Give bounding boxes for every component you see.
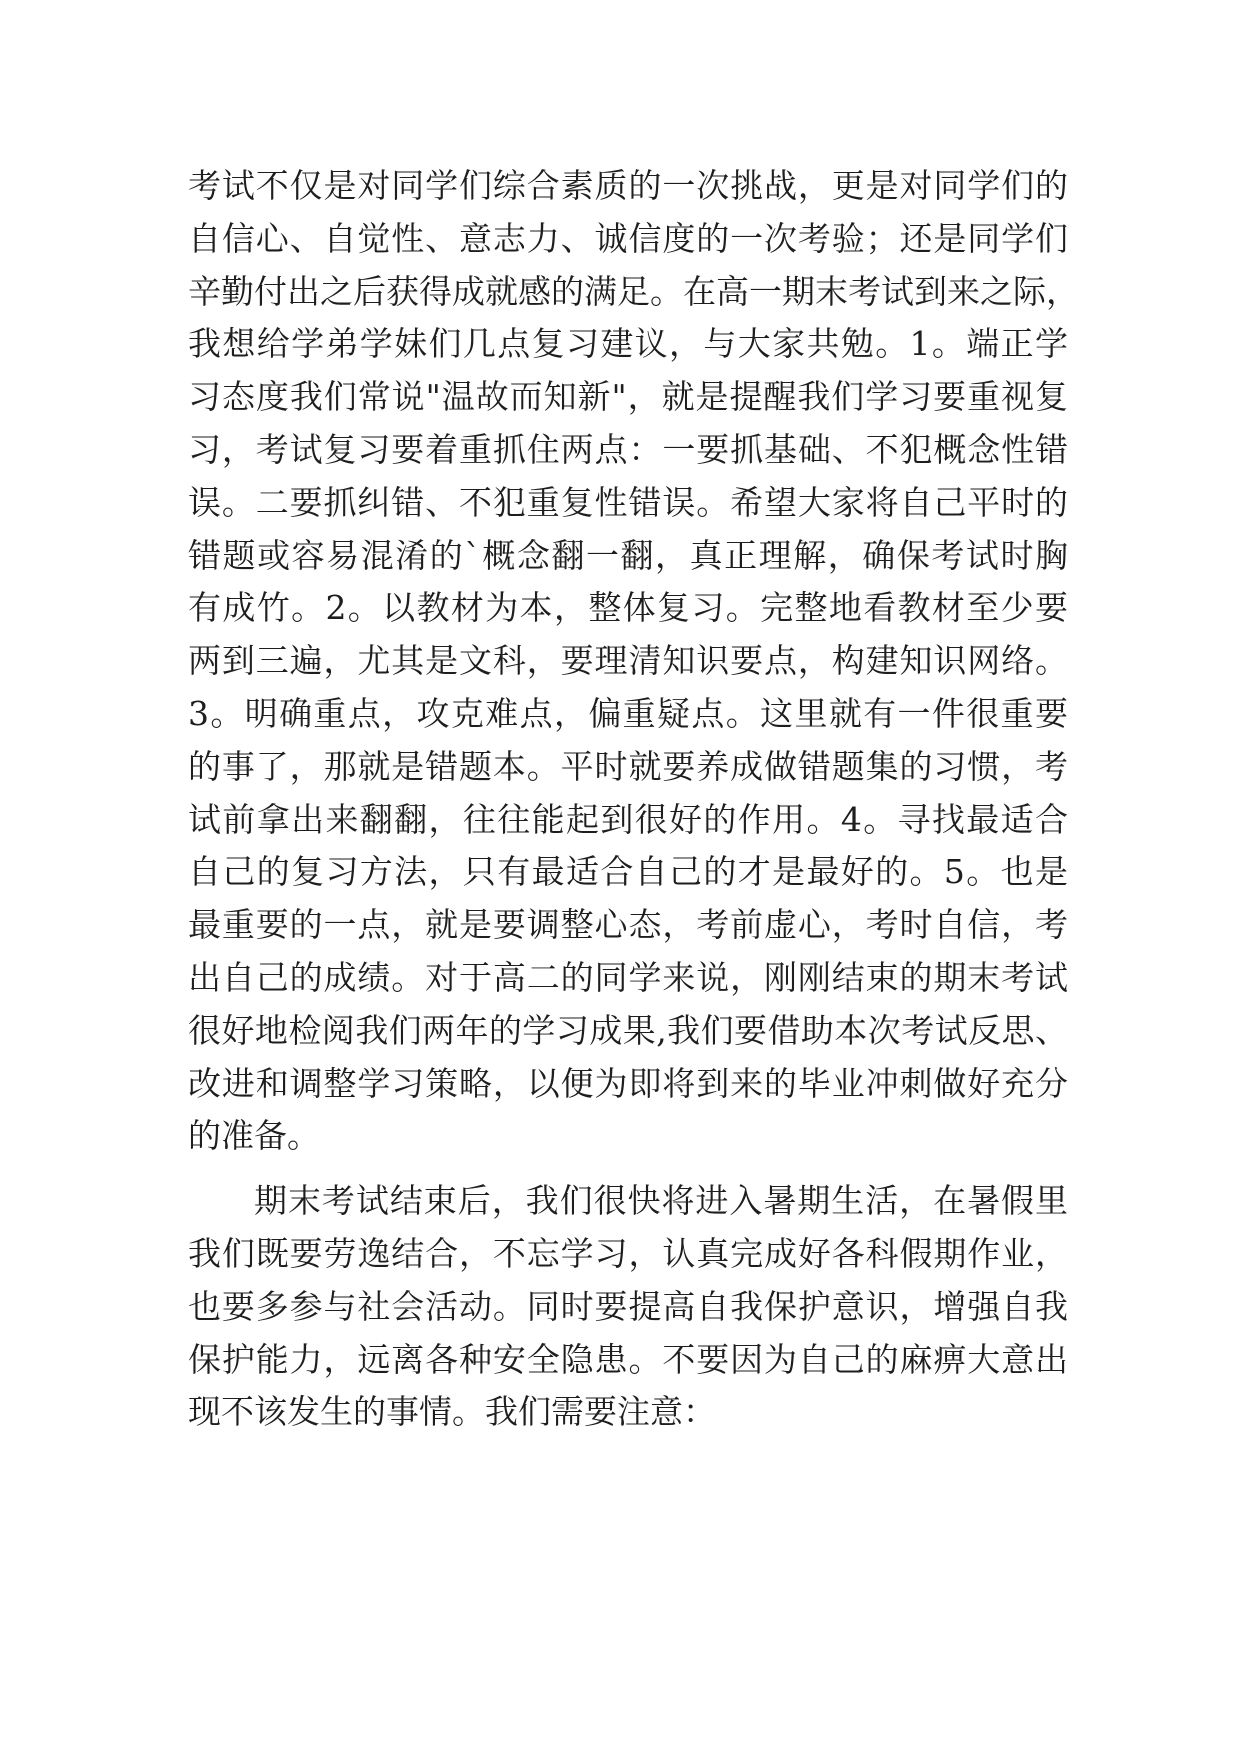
text-line: 误。二要抓纠错、不犯重复性错误。希望大家将自己平时的 [188,482,1068,522]
text-line: 我们既要劳逸结合，不忘学习，认真完成好各科假期作业， [188,1233,1068,1273]
text-line: 有成竹。2。以教材为本，整体复习。完整地看教材至少要 [188,588,1068,628]
text-line: 保护能力，远离各种安全隐患。不要因为自己的麻痹大意出 [188,1339,1068,1379]
text-line: 很好地检阅我们两年的学习成果,我们要借助本次考试反思、 [188,1010,1068,1050]
text-line: 错题或容易混淆的`概念翻一翻，真正理解，确保考试时胸 [188,535,1068,575]
text-line: 自信心、自觉性、意志力、诚信度的一次考验；还是同学们 [188,218,1068,258]
text-line: 出自己的成绩。对于高二的同学来说，刚刚结束的期末考试 [188,957,1068,997]
text-line: 两到三遍，尤其是文科，要理清知识要点，构建知识网络。 [188,641,1068,681]
text-line: 现不该发生的事情。我们需要注意： [188,1392,716,1432]
paragraph-gap [188,1163,1068,1175]
text-line: 习态度我们常说"温故而知新"，就是提醒我们学习要重视复 [188,377,1068,417]
text-line: 习，考试复习要着重抓住两点：一要抓基础、不犯概念性错 [188,429,1068,469]
text-line: 考试不仅是对同学们综合素质的一次挑战，更是对同学们的 [188,166,1068,205]
text-line: 自己的复习方法，只有最适合自己的才是最好的。5。也是 [188,852,1068,892]
text-line: 的事了，那就是错题本。平时就要养成做错题集的习惯，考 [188,746,1068,786]
paragraph [188,160,1079,1163]
text-line: 的准备。 [188,1116,320,1156]
text-line: 我想给学弟学妹们几点复习建议，与大家共勉。1。端正学 [188,324,1068,364]
document-body [188,160,1079,1439]
text-line: 试前拿出来翻翻，往往能起到很好的作用。4。寻找最适合 [188,799,1068,839]
text-line: 辛勤付出之后获得成就感的满足。在高一期末考试到来之际， [188,271,1079,311]
text-line: 期末考试结束后，我们很快将进入暑期生活，在暑假里 [254,1181,1068,1221]
text-line: 最重要的一点，就是要调整心态，考前虚心，考时自信，考 [188,905,1068,945]
paragraph [188,1175,1068,1439]
text-line: 3。明确重点，攻克难点，偏重疑点。这里就有一件很重要 [188,693,1068,733]
text-line: 改进和调整学习策略，以便为即将到来的毕业冲刺做好充分 [188,1063,1068,1103]
text-line: 也要多参与社会活动。同时要提高自我保护意识，增强自我 [188,1286,1068,1326]
